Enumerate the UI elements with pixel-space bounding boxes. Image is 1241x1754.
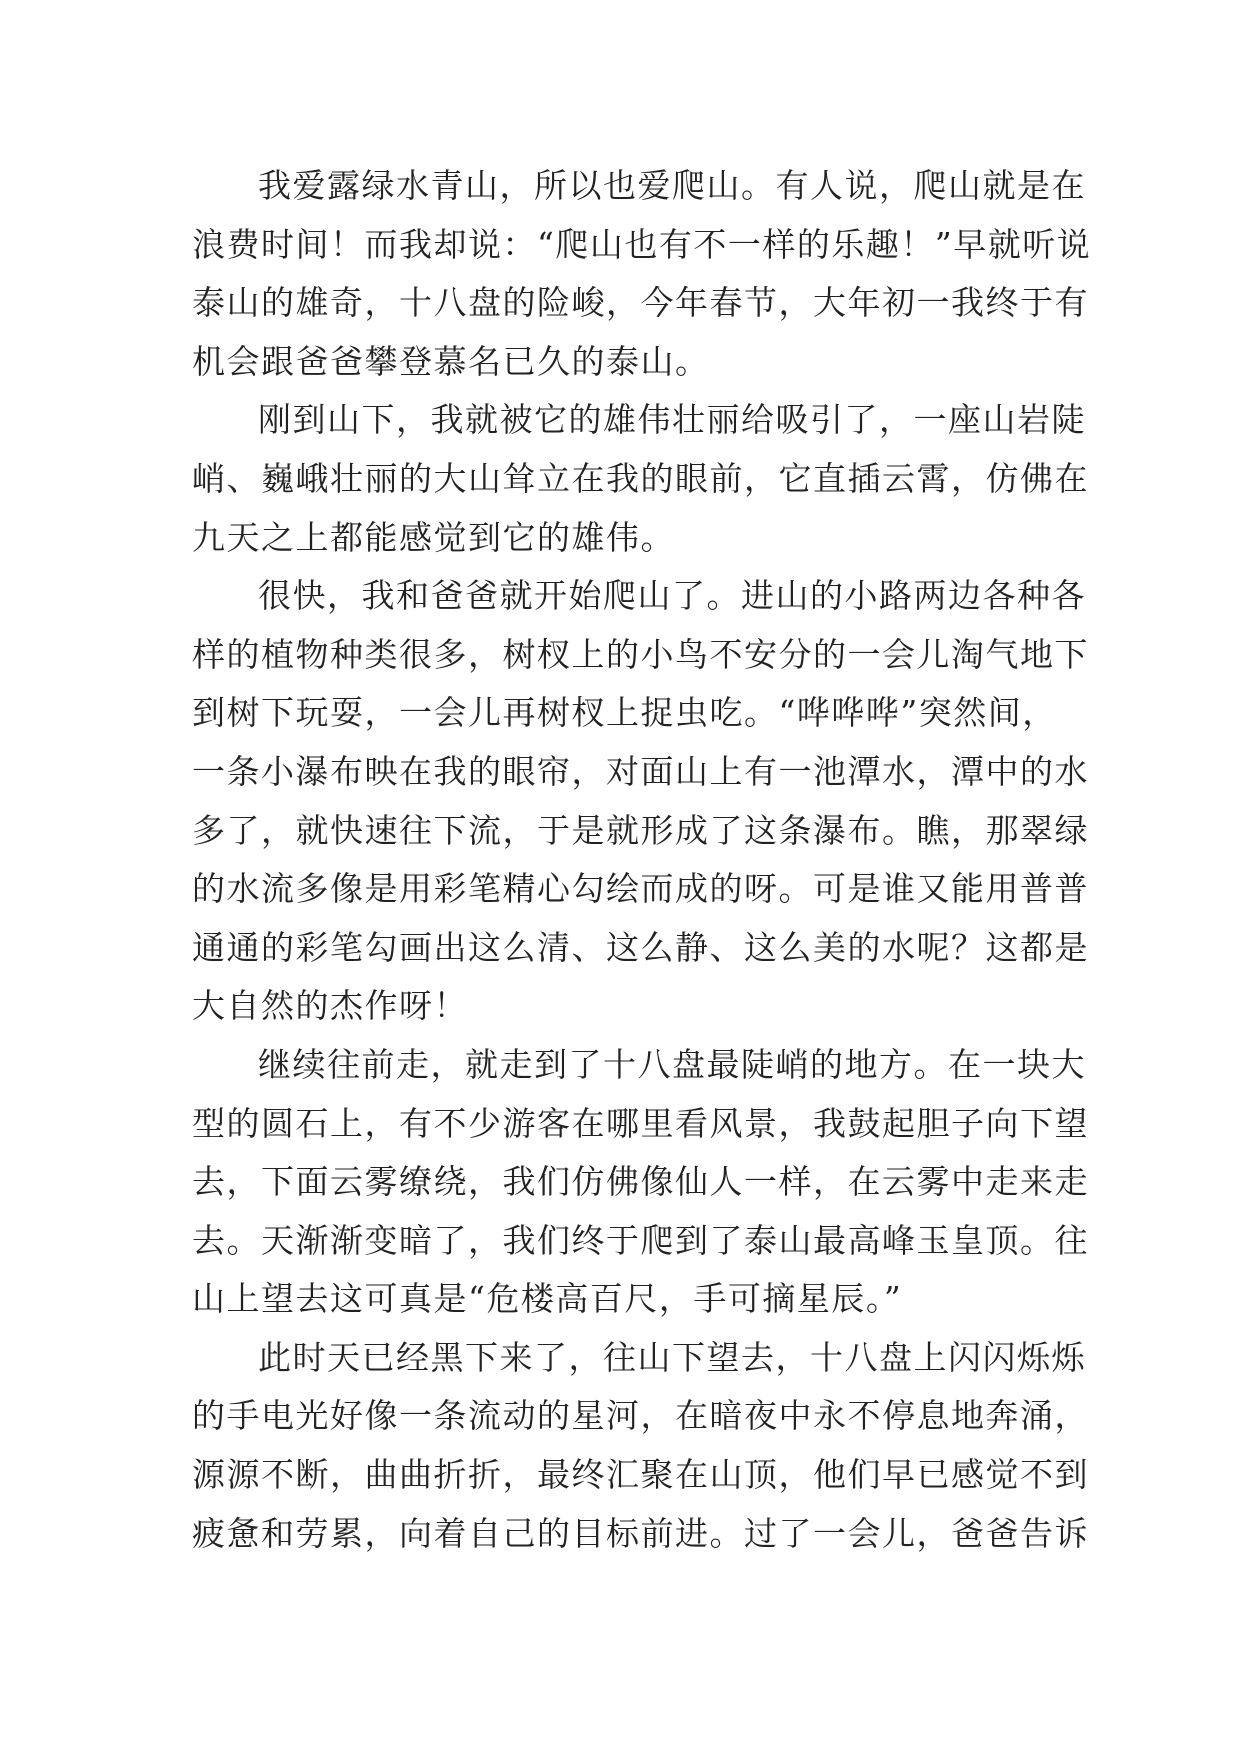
text-line: 我爱露绿水青山，所以也爱爬山。有人说，爬山就是在 — [258, 166, 1086, 205]
text-line: 源源不断，曲曲折折，最终汇聚在山顶，他们早已感觉不到 — [192, 1455, 1089, 1495]
text-line: 机会跟爸爸攀登慕名已久的泰山。 — [192, 341, 710, 381]
text-line: 到树下玩耍，一会儿再树杈上捉虫吃。“哗哗哗”突然间， — [192, 693, 1057, 733]
text-line: 多了，就快速往下流，于是就形成了这条瀑布。瞧，那翠绿 — [192, 810, 1089, 850]
paragraph — [192, 1036, 1089, 1329]
article-body — [192, 157, 1092, 1563]
paragraph — [192, 567, 1089, 1036]
text-line: 峭、巍峨壮丽的大山耸立在我的眼前，它直插云霄，仿佛在 — [192, 458, 1089, 498]
text-line: 泰山的雄奇，十八盘的险峻，今年春节，大年初一我终于有 — [192, 283, 1089, 323]
text-line: 一条小瀑布映在我的眼帘，对面山上有一池潭水，潭中的水 — [192, 751, 1089, 791]
text-line: 的手电光好像一条流动的星河，在暗夜中永不停息地奔涌， — [192, 1396, 1089, 1436]
text-line: 疲惫和劳累，向着自己的目标前进。过了一会儿，爸爸告诉 — [192, 1513, 1089, 1553]
text-line: 去，下面云雾缭绕，我们仿佛像仙人一样，在云雾中走来走 — [192, 1162, 1089, 1202]
text-line: 的水流多像是用彩笔精心勾绘而成的呀。可是谁又能用普普 — [192, 869, 1089, 909]
text-line: 型的圆石上，有不少游客在哪里看风景，我鼓起胆子向下望 — [192, 1103, 1089, 1143]
text-line: 通通的彩笔勾画出这么清、这么静、这么美的水呢？这都是 — [192, 927, 1089, 967]
text-line: 浪费时间！而我却说：“爬山也有不一样的乐趣！”早就听说 — [192, 224, 1092, 264]
text-line: 样的植物种类很多，树杈上的小鸟不安分的一会儿淘气地下 — [192, 634, 1089, 674]
text-line: 山上望去这可真是“危楼高百尺，手可摘星辰。” — [192, 1279, 903, 1319]
text-line: 继续往前走，就走到了十八盘最陡峭的地方。在一块大 — [258, 1044, 1086, 1084]
text-line: 大自然的杰作呀！ — [192, 986, 468, 1026]
paragraph — [192, 1329, 1089, 1563]
text-line: 去。天渐渐变暗了，我们终于爬到了泰山最高峰玉皇顶。往 — [192, 1220, 1089, 1260]
text-line: 此时天已经黑下来了，往山下望去，十八盘上闪闪烁烁 — [258, 1337, 1086, 1377]
text-line: 很快，我和爸爸就开始爬山了。进山的小路两边各种各 — [258, 576, 1086, 616]
text-line: 刚到山下，我就被它的雄伟壮丽给吸引了，一座山岩陡 — [258, 400, 1086, 440]
paragraph — [192, 157, 1092, 391]
paragraph — [192, 391, 1089, 567]
text-line: 九天之上都能感觉到它的雄伟。 — [192, 517, 675, 557]
